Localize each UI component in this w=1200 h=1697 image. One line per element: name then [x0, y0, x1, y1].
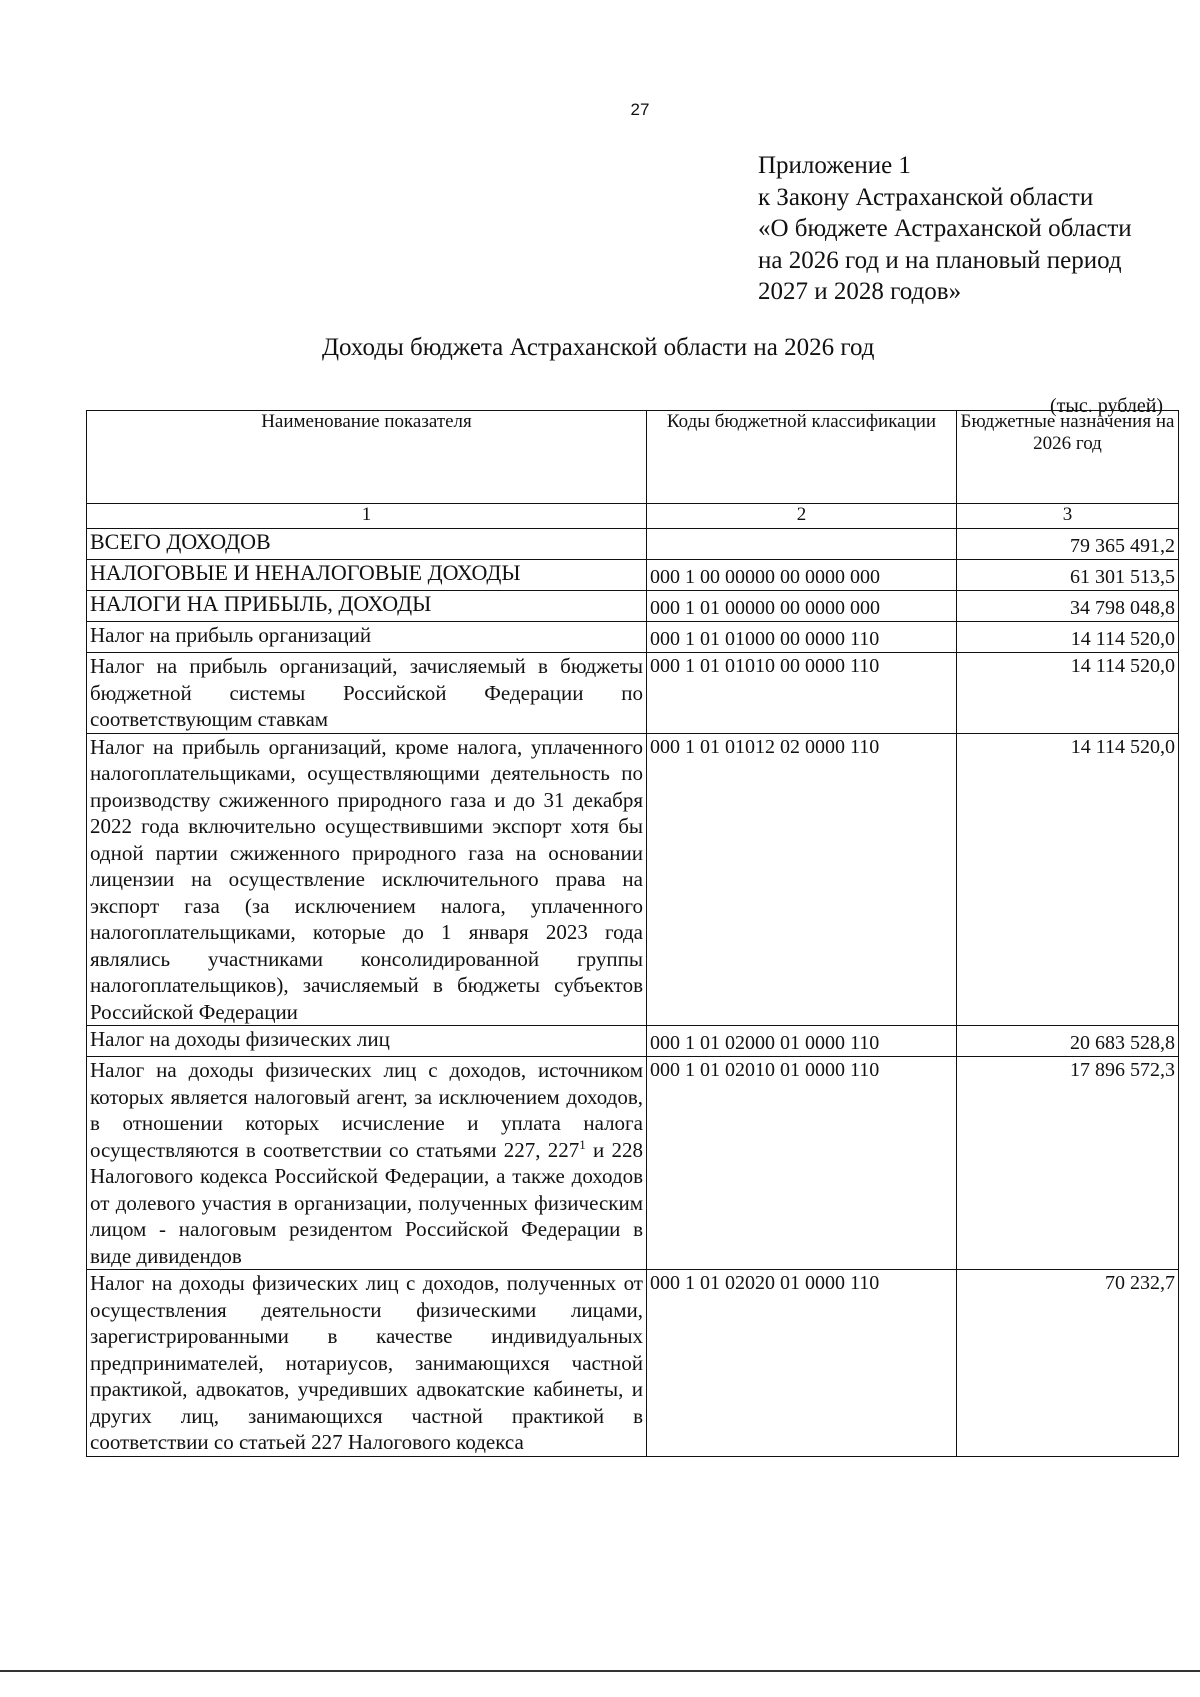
row-amount: 79 365 491,2	[957, 529, 1179, 560]
row-code: 000 1 01 01012 02 0000 110	[647, 733, 957, 1026]
column-number: 1	[87, 504, 647, 529]
row-code	[647, 529, 957, 560]
column-number: 3	[957, 504, 1179, 529]
row-name: Налог на доходы физических лиц с доходов, полученных от осуществления деятельности физическими лицами, зарегистрированными в качестве индивидуальных предпринимателей, нотариусов, занимающихся частной практикой, адвокатов, учредивших адвокатские кабинеты, и других лиц, занимающихся частной практикой в соответствии со статьей 227 Налогового кодекса	[87, 1270, 647, 1457]
row-code: 000 1 01 02000 01 0000 110	[647, 1026, 957, 1057]
row-name: НАЛОГИ НА ПРИБЫЛЬ, ДОХОДЫ	[87, 591, 647, 622]
row-code: 000 1 01 02010 01 0000 110	[647, 1057, 957, 1270]
table-row	[87, 529, 1179, 560]
row-name: НАЛОГОВЫЕ И НЕНАЛОГОВЫЕ ДОХОДЫ	[87, 560, 647, 591]
row-amount: 14 114 520,0	[957, 733, 1179, 1026]
table-row	[87, 1057, 1179, 1270]
row-amount: 17 896 572,3	[957, 1057, 1179, 1270]
row-amount: 34 798 048,8	[957, 591, 1179, 622]
table-header-row	[87, 411, 1179, 504]
page-bottom-divider	[0, 1670, 1200, 1672]
appendix-line: на 2026 год и на плановый период	[758, 246, 1122, 274]
row-name: Налог на доходы физических лиц	[87, 1026, 647, 1057]
header-name: Наименование показателя	[87, 411, 647, 504]
row-name: Налог на прибыль организаций, кроме налога, уплаченного налогоплательщиками, осуществляющими деятельность по производству сжиженного природного газа и до 31 декабря 2022 года включительно осуществившими экспорт хотя бы одной партии сжиженного природного газа на основании лицензии на осуществление исключительного права на экспорт газа (за исключением налога, уплаченного налогоплательщиками, которые до 1 января 2023 года являлись участниками консолидированной группы налогоплательщиков), зачисляемый в бюджеты субъектов Российской Федерации	[87, 733, 647, 1026]
table-row	[87, 591, 1179, 622]
table-row	[87, 1026, 1179, 1057]
row-amount: 14 114 520,0	[957, 622, 1179, 653]
row-name-part: Налог на доходы физических лиц с доходов, источником которых является налоговый агент, за исключением доходов, в отношении которых исчисление и уплата налога осуществляются в соответствии со статьями 227, 227	[90, 1058, 643, 1162]
budget-table	[86, 410, 1179, 1457]
row-name: ВСЕГО ДОХОДОВ	[87, 529, 647, 560]
row-name-part: и 228 Налогового кодекса Российской Федерации, а также доходов от долевого участия в организации, полученных физическим лицом - налоговым резидентом Российской Федерации в виде дивидендов	[90, 1137, 643, 1268]
row-name	[87, 1057, 647, 1270]
row-code: 000 1 01 01010 00 0000 110	[647, 653, 957, 734]
appendix-line: 2027 и 2028 годов»	[758, 278, 962, 305]
row-amount: 70 232,7	[957, 1270, 1179, 1457]
table-row	[87, 653, 1179, 734]
row-code: 000 1 01 00000 00 0000 000	[647, 591, 957, 622]
appendix-line: Приложение 1	[758, 152, 911, 179]
document-title: Доходы бюджета Астраханской области на 2026 год	[322, 334, 875, 361]
row-name: Налог на прибыль организаций	[87, 622, 647, 653]
table-row	[87, 622, 1179, 653]
appendix-line: к Закону Астраханской области	[758, 183, 1094, 211]
row-code: 000 1 00 00000 00 0000 000	[647, 560, 957, 591]
superscript-mark: 1	[579, 1136, 586, 1152]
row-amount: 14 114 520,0	[957, 653, 1179, 734]
table-row	[87, 733, 1179, 1026]
appendix-note	[758, 150, 1188, 308]
table-row	[87, 1270, 1179, 1457]
appendix-line: «О бюджете Астраханской области	[758, 215, 1132, 242]
row-amount: 20 683 528,8	[957, 1026, 1179, 1057]
header-amount: Бюджетные назначения на 2026 год	[957, 411, 1179, 504]
row-name: Налог на прибыль организаций, зачисляемый в бюджеты бюджетной системы Российской Федерации по соответствующим ставкам	[87, 653, 647, 734]
row-amount: 61 301 513,5	[957, 560, 1179, 591]
row-code: 000 1 01 02020 01 0000 110	[647, 1270, 957, 1457]
units-label: (тыс. рублей)	[1050, 395, 1164, 417]
column-number: 2	[647, 504, 957, 529]
row-code: 000 1 01 01000 00 0000 110	[647, 622, 957, 653]
column-number-row	[87, 504, 1179, 529]
table-row	[87, 560, 1179, 591]
header-code: Коды бюджетной классификации	[647, 411, 957, 504]
page-number: 27	[630, 100, 650, 119]
